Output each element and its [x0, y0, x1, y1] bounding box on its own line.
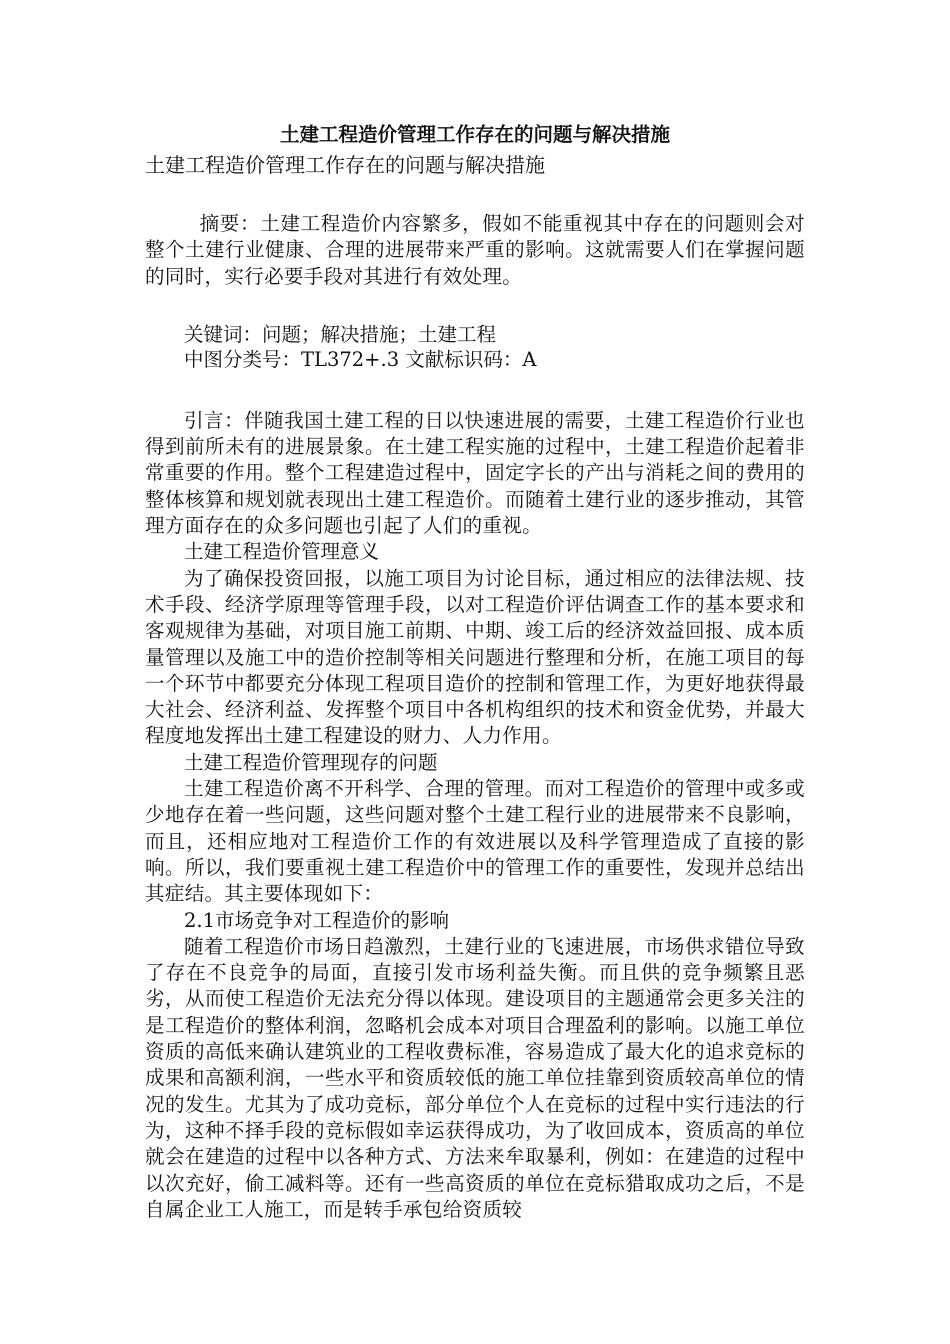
keywords-line: 关键词：问题；解决措施；土建工程 — [184, 322, 497, 346]
section-paragraph: 土建工程造价离不开科学、合理的管理。而对工程造价的管理中或多或少地存在着一些问题，这些问题对整个土建工程行业的进展带来不良影响，而且，还相应地对工程造价工作的有效进展以及科学管理造成了直接的影响。所以，我们要重视土建工程造价中的管理工作的重要性，发现并总结出其症结。其主要体现如下： — [145, 777, 805, 906]
section-paragraph: 随着工程造价市场日趋激烈，土建行业的飞速进展，市场供求错位导致了存在不良竞争的局面，直接引发市场利益失衡。而且供的竞争频繁且恶劣，从而使工程造价无法充分得以体现。建设项目的主题通常会更多关注的是工程造价的整体利润，忽略机会成本对项目合理盈利的影响。以施工单位资质的高低来确认建筑业的工程收费标准，容易造成了最大化的追求竞标的成果和高额利润，一些水平和资质较低的施工单位挂靠到资质较高单位的情况的发生。尤其为了成功竞标，部分单位个人在竞标的过程中实行违法的行为，这种不择手段的竞标假如幸运获得成功，为了收回成本，资质高的单位就会在建造的过程中以各种方式、方法来牟取暴利，例如：在建造的过程中以次充好，偷工减料等。还有一些高资质的单位在竞标猎取成功之后，不是自属企业工人施工，而是转手承包给资质较 — [145, 934, 805, 1221]
document-subtitle: 土建工程造价管理工作存在的问题与解决措施 — [145, 153, 545, 177]
spacer — [145, 178, 805, 211]
section-heading: 土建工程造价管理意义 — [184, 540, 380, 564]
spacer — [145, 290, 805, 322]
abstract-paragraph: 摘要：土建工程造价内容繁多，假如不能重视其中存在的问题则会对整个土建行业健康、合理的进展带来严重的影响。这就需要人们在掌握问题的同时，实行必要手段对其进行有效处理。 — [145, 212, 805, 288]
classification-line: 中图分类号：TL372+.3 文献标识码：A — [184, 347, 537, 371]
document-page — [145, 118, 805, 1223]
section-heading: 土建工程造价管理现存的问题 — [184, 750, 438, 774]
spacer — [145, 372, 805, 408]
section-paragraph: 为了确保投资回报，以施工项目为讨论目标，通过相应的法律法规、技术手段、经济学原理等管理手段，以对工程造价评估调查工作的基本要求和客观规律为基础，对项目施工前期、中期、竣工后的经济效益回报、成本质量管理以及施工中的造价控制等相关问题进行整理和分析，在施工项目的每一个环节中都要充分体现工程项目造价的控制和管理工作，为更好地获得最大社会、经济利益、发挥整个项目中各机构组织的技术和资金优势，并最大程度地发挥出土建工程建设的财力、人力作用。 — [145, 566, 805, 748]
intro-paragraph: 引言：伴随我国土建工程的日以快速进展的需要，土建工程造价行业也得到前所未有的进展景象。在土建工程实施的过程中，土建工程造价起着非常重要的作用。整个工程建造过程中，固定字长的产出与消耗之间的费用的整体核算和规划就表现出土建工程造价。而随着土建行业的逐步推动，其管理方面存在的众多问题也引起了人们的重视。 — [145, 408, 805, 538]
subsection-heading: 2.1市场竞争对工程造价的影响 — [184, 908, 450, 932]
document-title: 土建工程造价管理工作存在的问题与解决措施 — [279, 123, 670, 146]
